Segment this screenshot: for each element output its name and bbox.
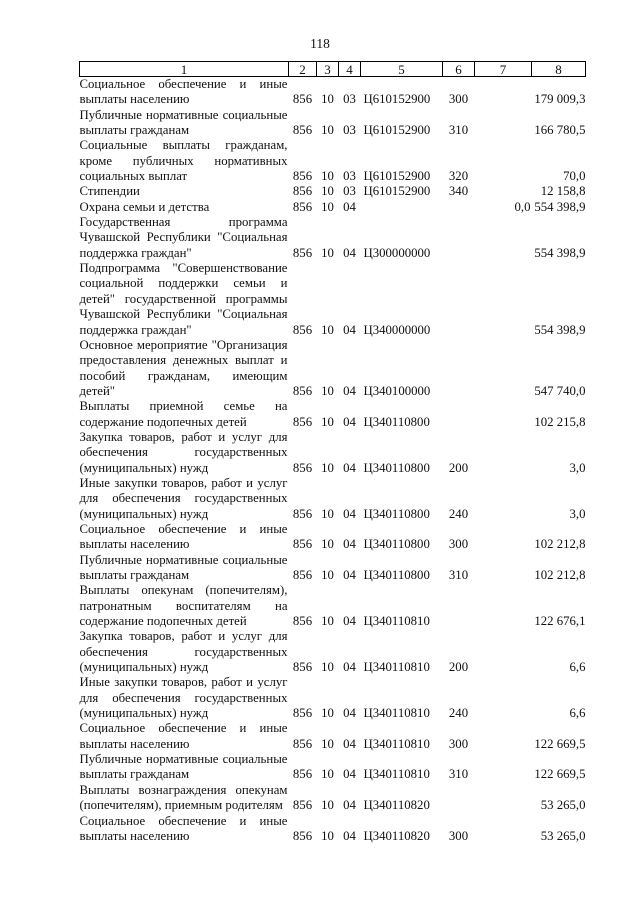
row-expense-type-code: 200 (448, 460, 469, 475)
row-section-code: 10 (321, 706, 334, 721)
column-header-5: 5 (361, 62, 443, 77)
row-expense-type-code: 310 (448, 568, 469, 582)
table-row (80, 583, 586, 629)
row-department-code: 856 (292, 614, 313, 629)
row-section-code: 10 (321, 660, 334, 675)
row-name: Подпрограмма "Совершенствование социальной поддержки семьи и детей" государственной программы Чувашской Республики "Социальная поддержка граждан" (79, 261, 288, 337)
page-number: 118 (310, 36, 330, 51)
row-column-7-value (475, 108, 532, 139)
row-column-7-value (475, 783, 532, 814)
row-target-article-code: Ц340110800 (363, 506, 430, 521)
row-department-code: 856 (292, 537, 313, 552)
row-column-7-value (475, 814, 532, 845)
row-expense-type-code (443, 338, 475, 399)
row-amount: 53 265,0 (540, 798, 586, 813)
row-amount: 554 398,9 (534, 199, 586, 214)
row-expense-type-code: 340 (448, 184, 469, 199)
row-amount: 102 212,8 (534, 568, 586, 582)
row-department-code: 856 (292, 798, 313, 813)
row-department-code: 856 (292, 169, 313, 184)
row-name: Выплаты приемной семье на содержание подопечных детей (79, 399, 288, 429)
row-department-code: 856 (292, 245, 313, 260)
row-name: Государственная программа Чувашской Республики "Социальная поддержка граждан" (79, 215, 288, 260)
row-name: Социальные выплаты гражданам, кроме публичных нормативных социальных выплат (79, 138, 288, 184)
row-section-code: 10 (321, 414, 334, 429)
row-amount: 554 398,9 (534, 322, 586, 337)
row-column-7-value (475, 138, 532, 184)
row-target-article-code: Ц340110800 (363, 414, 430, 429)
row-amount: 122 676,1 (534, 614, 586, 629)
row-target-article-code: Ц610152900 (363, 92, 431, 107)
row-column-7-value: 0,0 (514, 199, 531, 214)
row-name: Выплаты вознаграждения опекунам (попечителям), приемным родителям (79, 782, 288, 813)
row-target-article-code: Ц340110800 (363, 460, 430, 475)
table-row (80, 476, 586, 522)
row-amount: 547 740,0 (534, 383, 586, 398)
row-name: Иные закупки товаров, работ и услуг для обеспечения государственных (муниципальных) нужд (79, 675, 288, 721)
row-name: Социальное обеспечение и иные выплаты населению (79, 77, 288, 107)
row-section-code: 10 (321, 537, 334, 552)
row-department-code: 856 (292, 506, 313, 521)
table-row (80, 184, 586, 199)
row-amount: 122 669,5 (534, 767, 586, 782)
row-subsection-code: 04 (343, 322, 356, 337)
row-expense-type-code (443, 783, 475, 814)
table-row (80, 675, 586, 721)
row-amount: 179 009,3 (534, 92, 586, 107)
table-row (80, 338, 586, 399)
row-amount: 166 780,5 (534, 123, 586, 138)
row-section-code: 10 (321, 92, 334, 107)
row-subsection-code: 04 (343, 614, 356, 629)
row-section-code: 10 (321, 568, 334, 582)
table-row (80, 553, 586, 584)
row-section-code: 10 (321, 383, 334, 398)
row-amount: 6,6 (569, 660, 586, 675)
row-section-code: 10 (321, 736, 334, 751)
row-target-article-code: Ц340110820 (363, 798, 430, 813)
row-column-7-value (475, 430, 532, 476)
column-header-7: 7 (475, 62, 532, 77)
row-subsection-code: 04 (343, 414, 356, 429)
row-section-code: 10 (321, 506, 334, 521)
row-target-article-code (361, 200, 443, 215)
row-department-code: 856 (292, 123, 313, 138)
row-amount: 6,6 (569, 706, 586, 721)
row-department-code: 856 (292, 828, 313, 843)
row-column-7-value (475, 675, 532, 721)
row-subsection-code: 03 (343, 184, 356, 199)
row-column-7-value (475, 752, 532, 783)
row-amount: 12 158,8 (540, 184, 586, 199)
row-expense-type-code (443, 399, 475, 430)
table-row (80, 721, 586, 752)
row-subsection-code: 04 (343, 736, 356, 751)
row-subsection-code: 04 (343, 245, 356, 260)
table-row (80, 522, 586, 553)
table-row (80, 399, 586, 430)
row-target-article-code: Ц610152900 (363, 184, 431, 199)
row-subsection-code: 03 (343, 92, 356, 107)
row-subsection-code: 03 (343, 123, 356, 138)
column-header-8: 8 (532, 62, 586, 77)
row-subsection-code: 04 (343, 798, 356, 813)
row-section-code: 10 (321, 123, 334, 138)
row-section-code: 10 (321, 614, 334, 629)
row-target-article-code: Ц340000000 (363, 322, 431, 337)
row-target-article-code: Ц340110820 (363, 828, 430, 843)
row-target-article-code: Ц340100000 (363, 383, 431, 398)
row-section-code: 10 (321, 245, 334, 260)
column-header-1: 1 (80, 62, 289, 77)
row-expense-type-code: 310 (448, 767, 469, 782)
table-header-row (80, 62, 586, 77)
row-column-7-value (475, 261, 532, 338)
row-department-code: 856 (292, 322, 313, 337)
row-target-article-code: Ц340110810 (363, 706, 430, 721)
row-name: Публичные нормативные социальные выплаты гражданам (79, 752, 288, 782)
table-row (80, 108, 586, 139)
row-subsection-code: 04 (343, 660, 356, 675)
table-row (80, 783, 586, 814)
row-amount: 102 212,8 (534, 537, 586, 552)
row-expense-type-code: 240 (448, 506, 469, 521)
column-header-4: 4 (339, 62, 361, 77)
row-name: Закупка товаров, работ и услуг для обеспечения государственных (муниципальных) нужд (79, 629, 288, 675)
row-expense-type-code: 300 (448, 92, 469, 107)
row-department-code: 856 (292, 660, 313, 675)
row-subsection-code: 04 (343, 828, 356, 843)
table-row (80, 77, 586, 108)
row-expense-type-code: 200 (448, 660, 469, 675)
row-target-article-code: Ц610152900 (363, 169, 431, 184)
row-expense-type-code: 300 (448, 828, 469, 843)
table-row (80, 752, 586, 783)
row-expense-type-code (443, 215, 475, 261)
row-target-article-code: Ц340110810 (363, 614, 430, 629)
row-department-code: 856 (292, 414, 313, 429)
row-name: Стипендии (79, 184, 140, 199)
row-department-code: 856 (292, 767, 313, 782)
row-department-code: 856 (292, 199, 313, 214)
table-row (80, 430, 586, 476)
row-column-7-value (475, 215, 532, 261)
row-amount: 122 669,5 (534, 736, 586, 751)
row-name: Социальное обеспечение и иные выплаты населению (79, 521, 288, 552)
row-department-code: 856 (292, 706, 313, 721)
row-expense-type-code: 240 (448, 706, 469, 721)
row-name: Выплаты опекунам (попечителям), патронатным воспитателям на содержание подопечных детей (79, 583, 288, 629)
row-department-code: 856 (292, 568, 313, 582)
column-header-2: 2 (289, 62, 317, 77)
row-amount: 3,0 (569, 506, 586, 521)
row-subsection-code: 04 (343, 199, 356, 214)
row-name: Основное мероприятие "Организация предоставления денежных выплат и пособий гражданам, имеющим детей" (79, 337, 288, 398)
row-subsection-code: 03 (343, 169, 356, 184)
row-section-code: 10 (321, 767, 334, 782)
row-subsection-code: 04 (343, 506, 356, 521)
row-name: Социальное обеспечение и иные выплаты населению (79, 721, 288, 751)
row-amount: 53 265,0 (540, 828, 586, 843)
row-name: Публичные нормативные социальные выплаты гражданам (79, 107, 288, 138)
row-target-article-code: Ц340110810 (363, 660, 430, 675)
row-target-article-code: Ц610152900 (363, 123, 431, 138)
row-amount: 3,0 (569, 460, 586, 475)
row-column-7-value (475, 721, 532, 752)
row-target-article-code: Ц300000000 (363, 245, 431, 260)
table-row (80, 215, 586, 261)
row-name: Социальное обеспечение и иные выплаты населению (79, 813, 288, 843)
row-name: Закупка товаров, работ и услуг для обеспечения государственных (муниципальных) нужд (79, 429, 288, 475)
row-amount: 554 398,9 (534, 245, 586, 260)
row-column-7-value (475, 629, 532, 675)
row-column-7-value (475, 553, 532, 584)
row-column-7-value (475, 476, 532, 522)
row-name: Иные закупки товаров, работ и услуг для обеспечения государственных (муниципальных) нужд (79, 475, 288, 521)
table-row (80, 629, 586, 675)
table-row (80, 814, 586, 845)
row-column-7-value (475, 399, 532, 430)
row-section-code: 10 (321, 460, 334, 475)
row-section-code: 10 (321, 322, 334, 337)
row-department-code: 856 (292, 184, 313, 199)
row-subsection-code: 04 (343, 460, 356, 475)
row-section-code: 10 (321, 169, 334, 184)
row-department-code: 856 (292, 460, 313, 475)
column-header-3: 3 (317, 62, 339, 77)
row-target-article-code: Ц340110800 (363, 537, 430, 552)
row-section-code: 10 (321, 184, 334, 199)
row-subsection-code: 04 (343, 706, 356, 721)
row-column-7-value (475, 583, 532, 629)
row-department-code: 856 (292, 383, 313, 398)
row-column-7-value (475, 184, 532, 199)
row-target-article-code: Ц340110810 (363, 736, 430, 751)
row-amount: 70,0 (563, 169, 586, 184)
row-section-code: 10 (321, 798, 334, 813)
row-name: Охрана семьи и детства (79, 199, 210, 214)
row-subsection-code: 04 (343, 383, 356, 398)
table-row (80, 200, 586, 215)
row-amount: 102 215,8 (534, 414, 586, 429)
row-subsection-code: 04 (343, 537, 356, 552)
row-expense-type-code: 310 (448, 123, 469, 138)
table-body (80, 77, 586, 845)
row-department-code: 856 (292, 736, 313, 751)
row-expense-type-code (443, 583, 475, 629)
row-subsection-code: 04 (343, 568, 356, 582)
column-header-6: 6 (443, 62, 475, 77)
row-column-7-value (475, 77, 532, 108)
row-expense-type-code: 320 (448, 169, 469, 184)
row-expense-type-code (443, 200, 475, 215)
row-target-article-code: Ц340110810 (363, 767, 430, 782)
table-row (80, 261, 586, 338)
row-expense-type-code: 300 (448, 537, 469, 552)
row-name: Публичные нормативные социальные выплаты гражданам (79, 552, 288, 582)
row-department-code: 856 (292, 92, 313, 107)
row-column-7-value (475, 338, 532, 399)
row-subsection-code: 04 (343, 767, 356, 782)
row-expense-type-code (443, 261, 475, 338)
row-section-code: 10 (321, 199, 334, 214)
row-section-code: 10 (321, 828, 334, 843)
table-row (80, 138, 586, 184)
row-expense-type-code: 300 (448, 736, 469, 751)
row-target-article-code: Ц340110800 (363, 568, 430, 582)
budget-table (79, 61, 586, 844)
row-column-7-value (475, 522, 532, 553)
